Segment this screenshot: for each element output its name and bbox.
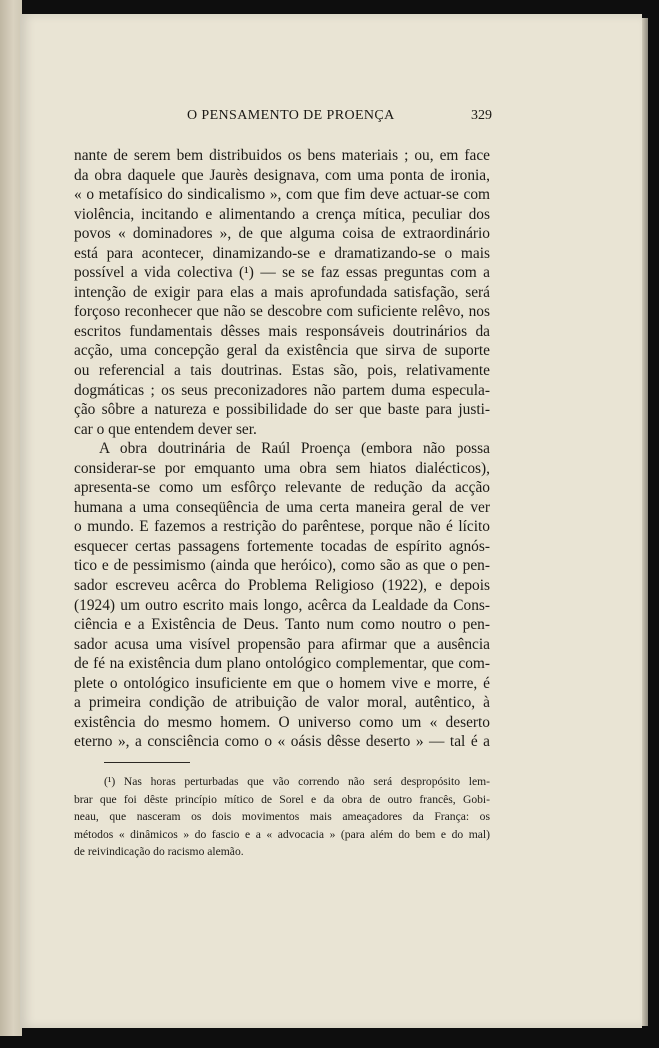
text-line: ou referencial a tais doutrinas. Estas são, pois, relativamente <box>74 362 490 380</box>
footnote-line: métodos « dinâmicos » do fascio e a « advocacia » (para além do bem e do mal) <box>74 827 490 841</box>
text-line: humana a uma conseqüência de uma certa maneira geral de ver <box>74 498 490 516</box>
page-header <box>0 108 659 130</box>
facing-page-edge <box>0 0 22 1036</box>
page-fore-edge <box>642 18 648 1026</box>
text-line: possível a vida colectiva (¹) — se se faz essas preguntas com a <box>74 264 490 282</box>
footnotes <box>74 773 490 861</box>
text-line: « o metafísico do sindicalismo », com que fim deve actuar-se com <box>74 186 490 204</box>
text-line: está para acontecer, dinamizando-se e dramatizando-se o mais <box>74 244 490 262</box>
text-line: dogmáticas ; os seus preconizadores não partem duma especula- <box>74 381 490 399</box>
text-line: existência do mesmo homem. O universo como um « deserto <box>74 713 490 731</box>
paragraph-start-line: A obra doutrinária de Raúl Proença (embora não possa <box>99 440 490 458</box>
text-line: sador escreveu acêrca do Problema Religioso (1922), e depois <box>74 577 490 595</box>
text-line: car o que entendem dever ser. <box>74 420 257 438</box>
footnote-divider <box>104 762 190 763</box>
footnote-line: neau, que nasceram os dois movimentos mais ameaçadores da França: os <box>74 810 490 824</box>
text-line: nante de serem bem distribuidos os bens materiais ; ou, em face <box>74 147 490 164</box>
text-line: o mundo. E fazemos a restrição do parêntese, porque não é lícito <box>74 518 490 536</box>
text-line: forçoso reconhecer que não se descobre com suficiente relêvo, nos <box>74 303 490 321</box>
main-text <box>74 146 490 752</box>
footnote-line: de reivindicação do racismo alemão. <box>74 845 244 859</box>
text-line: violência, incitando e alimentando a crença mítica, peculiar dos <box>74 205 490 223</box>
running-title: O PENSAMENTO DE PROENÇA <box>187 108 395 123</box>
text-line: apresenta-se como um esfôrço relevante de redução da acção <box>74 479 490 497</box>
text-line: sador acusa uma visível propensão para afirmar que a ausência <box>74 635 490 653</box>
text-line: ciência e a Existência de Deus. Tanto num como noutro o pen- <box>74 616 490 634</box>
page-number: 329 <box>471 108 492 123</box>
text-line: considerar-se por emquanto uma obra sem hiatos dialécticos), <box>74 459 490 477</box>
text-line: de fé na existência dum plano ontológico complementar, que com- <box>74 655 490 673</box>
text-line: tico e de pessimismo (ainda que heróico), como são as que o pen- <box>74 557 490 575</box>
text-line: (1924) um outro escrito mais longo, acêrca da Lealdade da Cons- <box>74 596 490 614</box>
text-line: povos « dominadores », de que alguma coisa de extraordinário <box>74 225 490 243</box>
text-line: da obra daquele que Jaurès designava, com uma ponta de ironia, <box>74 166 490 184</box>
text-line: intenção de exigir para elas a mais aprofundada satisfação, será <box>74 283 490 301</box>
text-line: acção, uma concepção geral da existência que sirva de suporte <box>74 342 490 360</box>
text-line: eterno », a consciência como o « oásis dêsse deserto » — tal é a <box>74 733 490 751</box>
footnote-line: (¹) Nas horas perturbadas que vão correndo não será despropósito lem- <box>104 775 490 788</box>
text-line: plete o ontológico insuficiente em que o homem vive e morre, é <box>74 674 490 692</box>
text-line: ção sôbre a natureza e possibilidade do ser que baste para justi- <box>74 401 490 419</box>
text-line: esquecer certas passagens fortemente tocadas de espírito agnós- <box>74 537 490 555</box>
footnote-line: brar que foi dêste princípio mítico de Sorel e da obra de outro francês, Gobi- <box>74 792 490 806</box>
text-line: a primeira condição de atribuição de valor moral, autêntico, à <box>74 694 490 712</box>
text-line: escritos fundamentais dêsses mais responsáveis doutrinários da <box>74 322 490 340</box>
